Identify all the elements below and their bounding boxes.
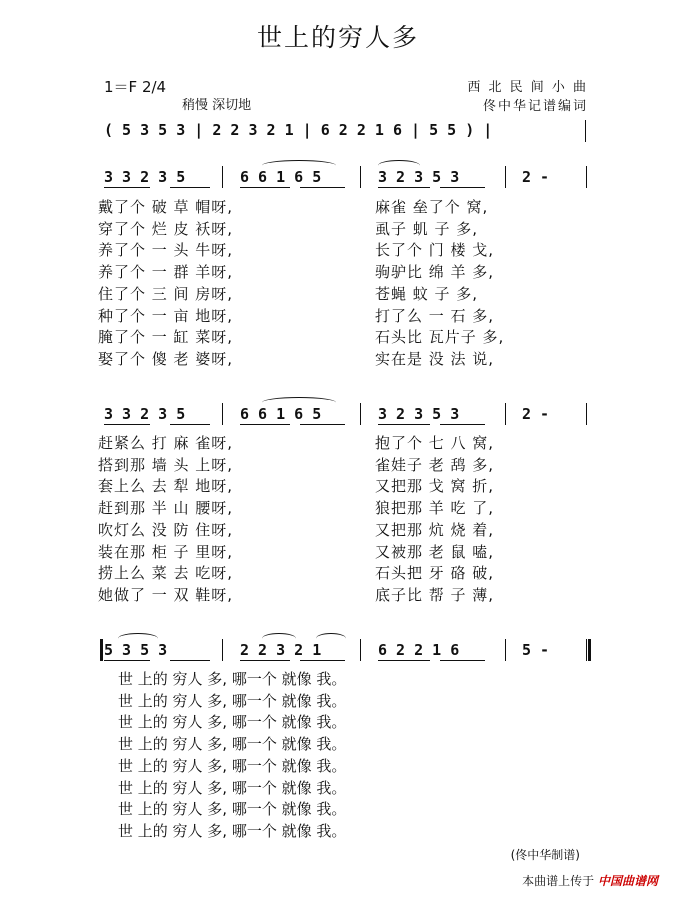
repeat-start-sign [100,639,107,661]
lyric-line: 雀娃子 老 鸹 多, [375,455,495,474]
lyric-line: 又把那 炕 烧 着, [375,520,495,539]
barline [360,403,361,425]
lyric-line: 世 上的 穷人 多, 哪一个 就像 我。 [118,778,347,797]
barline [505,639,506,661]
lyric-line: 吹灯么 没 防 住呀, [98,520,234,539]
lyric-line: 装在那 柜 子 里呀, [98,542,234,561]
lyric-line: 世 上的 穷人 多, 哪一个 就像 我。 [118,691,347,710]
measure-notes: 3 2 3 5 3 [378,405,460,423]
measure-notes: 5 3 5 3 [104,641,168,659]
footer-text: 本曲谱上传于 [522,874,595,888]
lyric-line: 又被那 老 鼠 嗑, [375,542,495,561]
measure-notes: 2 - [522,168,550,186]
lyric-line: 虱子 虮 子 多, [375,219,479,238]
lyric-line: 搭到那 墙 头 上呀, [98,455,234,474]
beam-line [378,660,430,661]
measure-notes: 6 2 2 1 6 [378,641,460,659]
lyric-line: 戴了个 破 草 帽呀, [98,198,234,216]
lyric-line: 世 上的 穷人 多, 哪一个 就像 我。 [118,800,347,819]
lyric-line: 养了个 一 群 羊呀, [98,263,234,282]
lyric-line: 她做了 一 双 鞋呀, [98,585,234,604]
lyric-line: 捞上么 菜 去 吃呀, [98,564,234,583]
lyric-line: 世 上的 穷人 多, 哪一个 就像 我。 [118,756,347,775]
beam-line [170,660,210,661]
barline [586,166,587,188]
barline [222,639,223,661]
lyric-line: 狼把那 羊 吃 了, [375,499,495,518]
tempo-marking: 稍慢 深切地 [182,98,252,113]
barline [360,166,361,188]
lyric-line: 世 上的 穷人 多, 哪一个 就像 我。 [118,735,347,754]
lyric-line: 打了么 一 石 多, [375,306,495,325]
lyric-line: 驹驴比 绵 羊 多, [375,263,495,282]
lyric-line: 住了个 三 间 房呀, [98,284,234,303]
beam-line [170,424,210,425]
measure-notes: 2 - [522,405,550,423]
slur-mark [316,633,346,644]
measure-notes: 3 2 3 5 3 [378,168,460,186]
beam-line [440,424,485,425]
beam-line [170,187,210,188]
lyric-line: 又把那 戈 窝 折, [375,477,495,496]
measure-notes: 3 3 2 3 5 [104,405,186,423]
lyric-line: 长了个 门 楼 戈, [375,241,495,260]
lyric-line: 麻雀 垒了个 窝, [375,198,489,216]
transcriber-note: (佟中华制谱) [510,848,580,862]
lyric-line: 实在是 没 法 说, [375,349,495,368]
measure-notes: 5 - [522,641,550,659]
repeat-end-sign [584,639,591,661]
slur-mark [262,160,336,171]
barline [585,120,586,142]
slur-mark [262,397,336,408]
intro-notes: ( 5 3 5 3 | 2 2 3 2 1 | 6 2 2 1 6 | 5 5 ) | [104,121,493,139]
beam-line [104,424,150,425]
lyric-line: 石头比 瓦片子 多, [375,328,505,347]
barline [360,639,361,661]
slur-mark [118,633,158,644]
measure-notes: 2 2 3 2 1 [240,641,322,659]
beam-line [104,187,150,188]
measure-notes: 6 6 1 6 5 [240,405,322,423]
barline [505,403,506,425]
barline [222,403,223,425]
measure-notes: 6 6 1 6 5 [240,168,322,186]
lyric-line: 腌了个 一 缸 菜呀, [98,328,234,347]
beam-line [440,660,485,661]
lyric-line: 石头把 牙 硌 破, [375,564,495,583]
lyric-line: 苍蝇 蚊 子 多, [375,284,479,303]
lyric-line: 赶到那 半 山 腰呀, [98,499,234,518]
score-title: 世上的穷人多 [256,23,419,52]
lyric-line: 种了个 一 亩 地呀, [98,306,234,325]
lyric-line: 世 上的 穷人 多, 哪一个 就像 我。 [118,713,347,732]
beam-line [240,187,290,188]
footer [522,872,658,889]
lyric-line: 穿了个 烂 皮 袄呀, [98,219,234,238]
beam-line [300,424,345,425]
lyric-line: 世 上的 穷人 多, 哪一个 就像 我。 [118,821,347,840]
site-logo: 中国曲谱网 [597,874,658,888]
beam-line [240,660,290,661]
beam-line [300,660,345,661]
barline [222,166,223,188]
lyric-line: 抱了个 七 八 窝, [375,434,495,452]
slur-mark [262,633,296,644]
key-signature: 1＝F 2/4 [104,78,167,96]
beam-line [104,660,150,661]
beam-line [378,424,430,425]
measure-notes: 3 3 2 3 5 [104,168,186,186]
beam-line [240,424,290,425]
barline [586,403,587,425]
lyricist-credit: 佟中华记谱编词 [482,99,588,114]
slur-mark [378,160,420,171]
lyric-line: 套上么 去 犁 地呀, [98,477,234,496]
composer-credit: 西 北 民 间 小 曲 [467,80,588,95]
beam-line [378,187,430,188]
lyric-line: 娶了个 傻 老 婆呀, [98,349,234,368]
beam-line [440,187,485,188]
beam-line [300,187,345,188]
lyric-line: 赶紧么 打 麻 雀呀, [98,434,234,452]
lyric-line: 底子比 帮 子 薄, [375,585,495,604]
barline [505,166,506,188]
lyric-line: 养了个 一 头 牛呀, [98,241,234,260]
lyric-line: 世 上的 穷人 多, 哪一个 就像 我。 [118,670,347,688]
